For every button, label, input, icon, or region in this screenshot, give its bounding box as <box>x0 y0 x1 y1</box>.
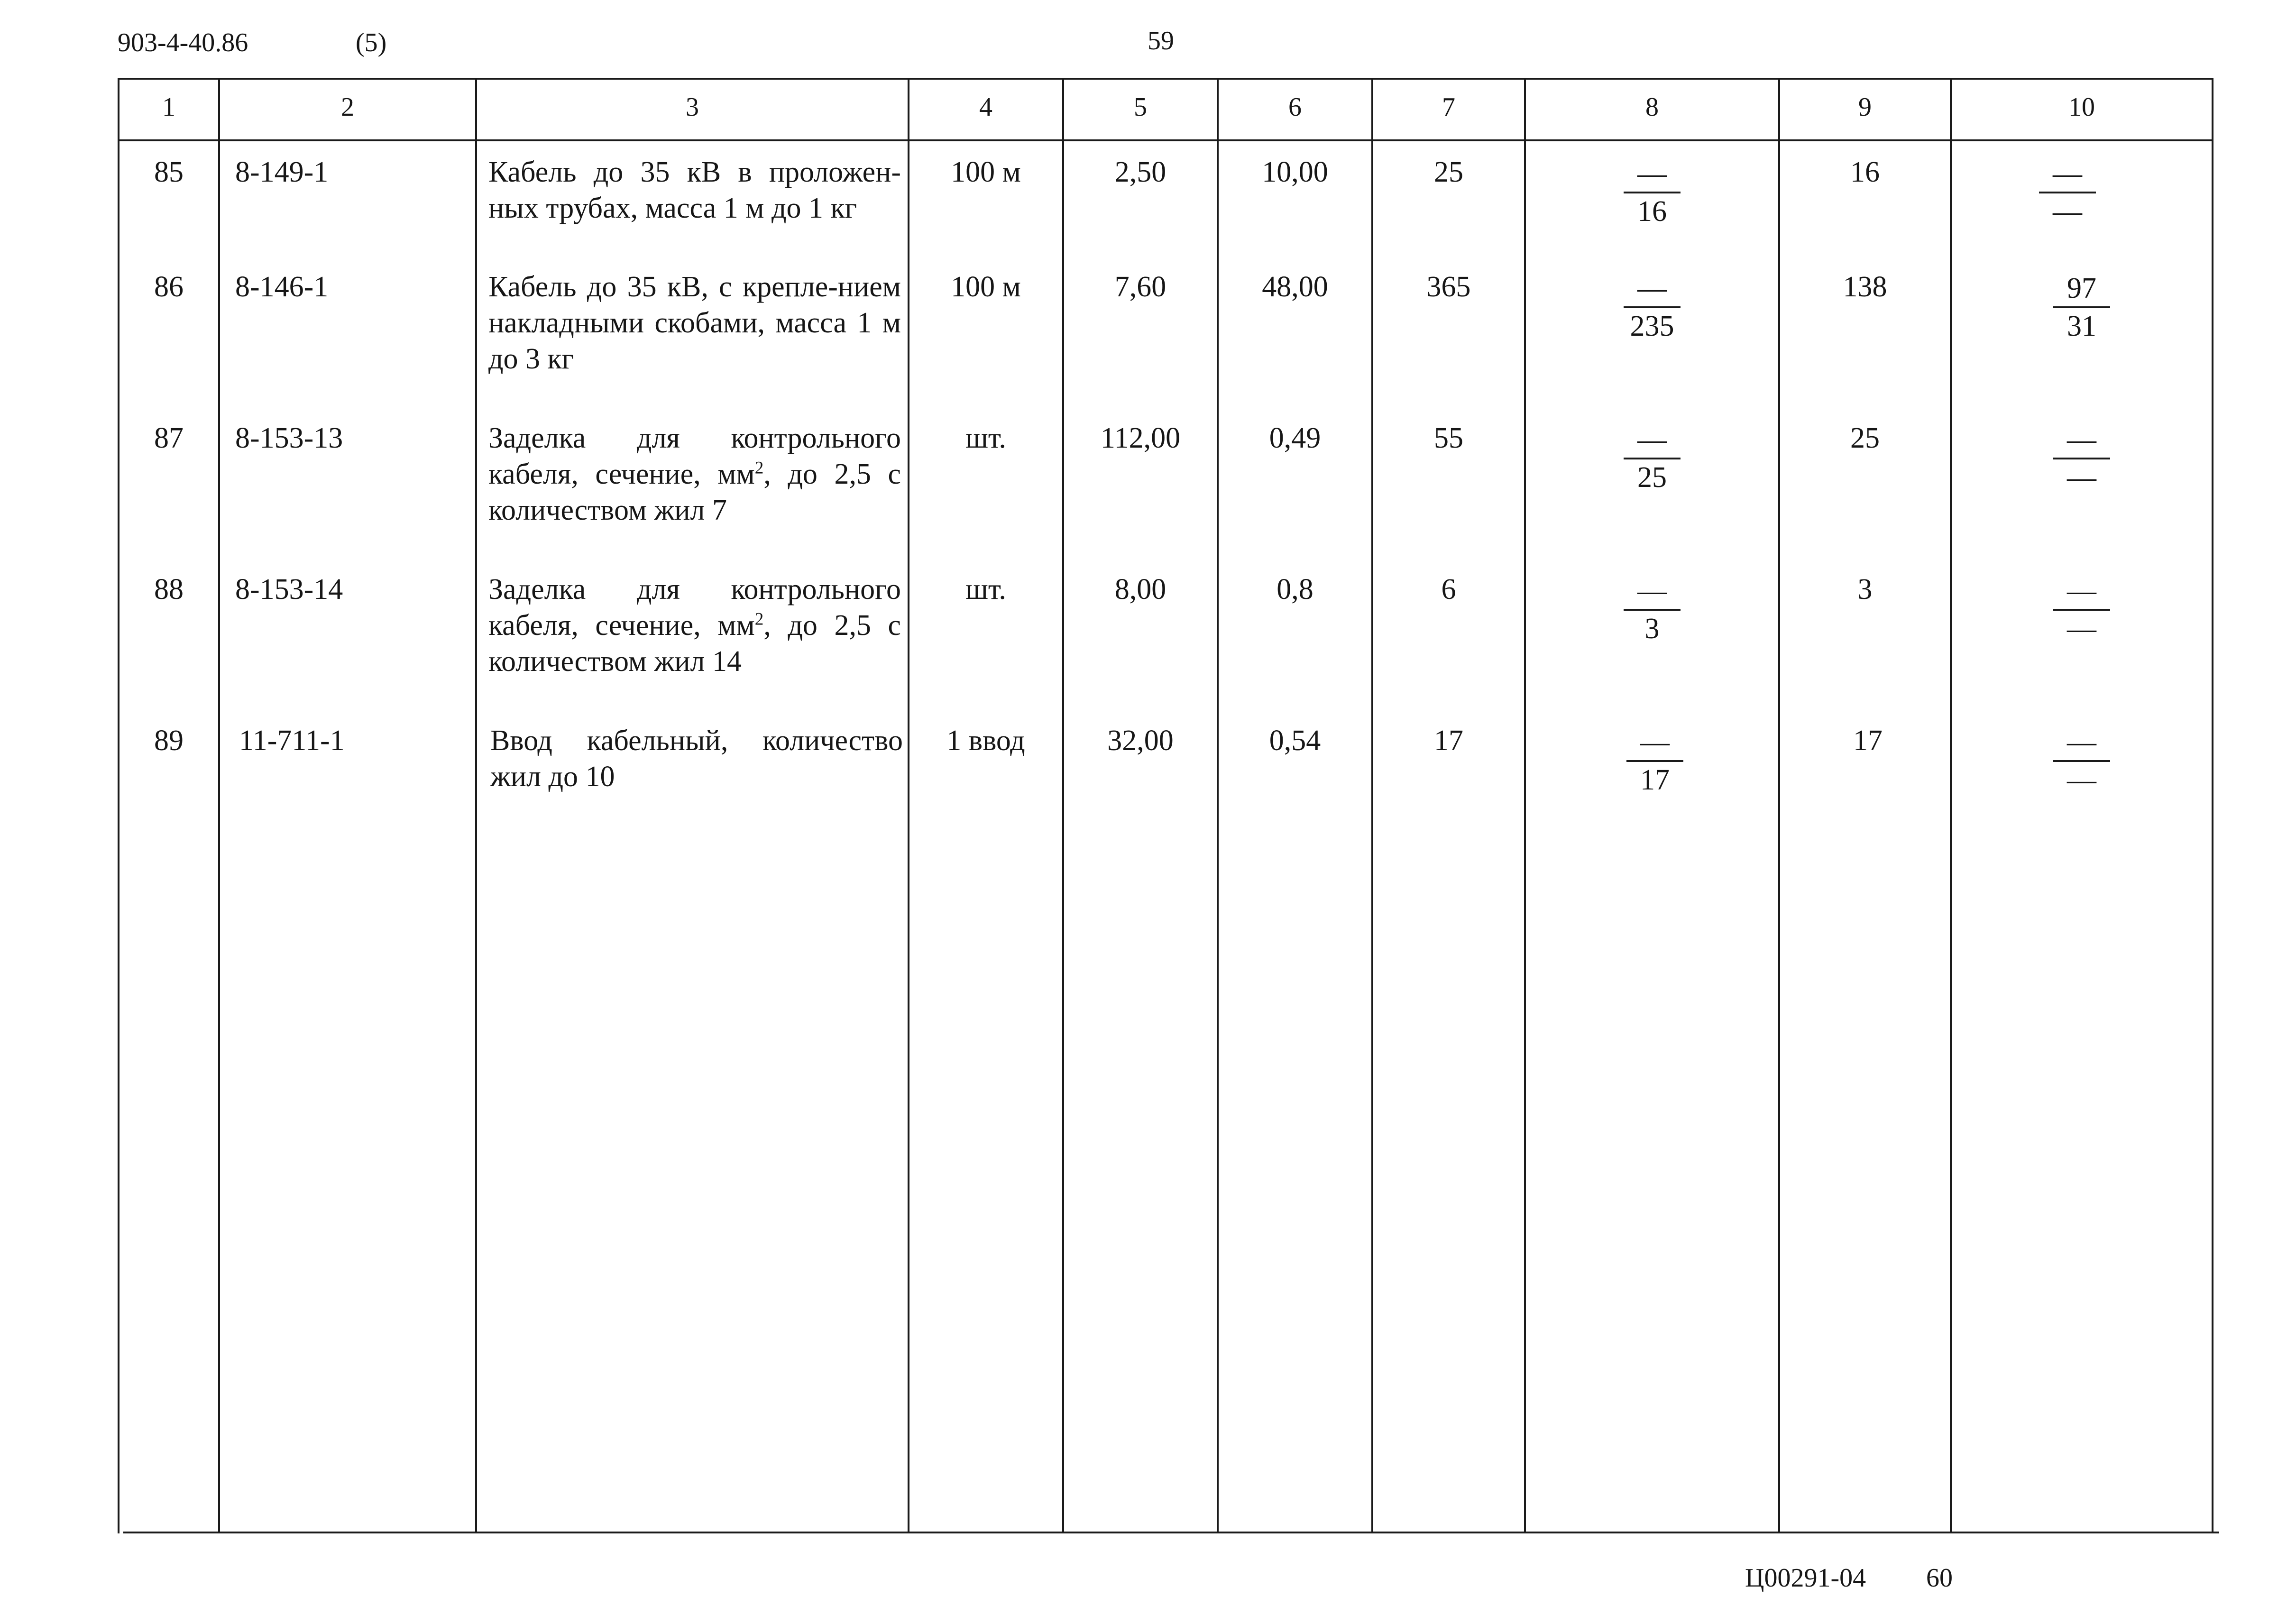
column-header-5: 5 <box>1134 92 1147 122</box>
row-number: 89 <box>154 725 184 757</box>
document-code: 903-4-40.86 <box>118 28 248 57</box>
fraction-bar <box>1624 192 1681 193</box>
work-description: Кабель до 35 кВ в проложен-ных трубах, масса 1 м до 1 кг <box>488 156 901 224</box>
fraction-denominator: — <box>2067 461 2096 494</box>
row-number: 88 <box>154 573 184 606</box>
fraction-col10 <box>2030 574 2134 646</box>
fraction-denominator: — <box>2067 613 2096 645</box>
fraction-denominator: — <box>2067 764 2096 796</box>
norm-code: 8-153-14 <box>235 573 343 606</box>
value-col6: 10,00 <box>1262 156 1328 188</box>
fraction-bar <box>2053 306 2110 308</box>
fraction-col10 <box>2030 725 2134 797</box>
fraction-numerator: — <box>2067 575 2096 607</box>
column-header-3: 3 <box>686 92 699 122</box>
value-col9: 17 <box>1853 725 1883 757</box>
value-col6: 0,49 <box>1269 422 1321 454</box>
fraction-denominator: — <box>2053 195 2082 228</box>
superscript: 2 <box>754 458 764 478</box>
fraction-numerator: — <box>2053 157 2082 190</box>
column-header-2: 2 <box>341 92 354 122</box>
column-header-1: 1 <box>162 92 175 122</box>
fraction-numerator: — <box>1640 726 1670 758</box>
column-header-9: 9 <box>1858 92 1872 122</box>
fraction-numerator: — <box>2067 726 2096 758</box>
value-col6: 0,8 <box>1277 573 1313 606</box>
unit: 100 м <box>951 156 1021 188</box>
fraction-numerator: 97 <box>2067 272 2096 304</box>
fraction-bar <box>1624 609 1681 611</box>
value-col5: 112,00 <box>1100 422 1181 454</box>
fraction-col10 <box>2030 271 2134 343</box>
description-text: Заделка для контрольного кабеля, сечение, мм <box>488 422 901 490</box>
fraction-bar <box>2053 760 2110 762</box>
fraction-denominator: 31 <box>2067 310 2096 342</box>
table-bottom-border <box>123 1532 2219 1533</box>
work-description: Ввод кабельный, количество жил до 10 <box>490 725 903 793</box>
value-col5: 8,00 <box>1114 573 1166 606</box>
fraction-numerator: — <box>1637 272 1667 304</box>
sheet-label: (5) <box>356 28 387 57</box>
value-col9: 16 <box>1850 156 1880 188</box>
fraction-col8 <box>1603 725 1707 797</box>
fraction-col8 <box>1600 422 1704 495</box>
norm-code: 11-711-1 <box>239 725 345 757</box>
fraction-bar <box>1626 760 1683 762</box>
unit: шт. <box>965 422 1006 454</box>
value-col7: 55 <box>1434 422 1463 454</box>
fraction-bar <box>2039 192 2096 193</box>
row-number: 85 <box>154 156 184 188</box>
fraction-denominator: 25 <box>1637 461 1667 494</box>
value-col9: 138 <box>1843 271 1887 303</box>
row-number: 87 <box>154 422 184 454</box>
value-col7: 17 <box>1434 725 1463 757</box>
unit: шт. <box>965 573 1006 606</box>
superscript: 2 <box>754 609 764 629</box>
value-col7: 25 <box>1434 156 1463 188</box>
norm-code: 8-146-1 <box>235 271 329 303</box>
value-col9: 25 <box>1850 422 1880 454</box>
column-divider <box>2212 78 2213 1533</box>
fraction-bar <box>2053 458 2110 459</box>
fraction-numerator: — <box>1637 423 1667 456</box>
column-header-6: 6 <box>1288 92 1302 122</box>
description-text: , до 2,5 с количеством жил 14 <box>488 609 901 678</box>
row-number: 86 <box>154 271 184 303</box>
value-col5: 7,60 <box>1114 271 1166 303</box>
fraction-col10 <box>2015 156 2120 229</box>
page-number: 59 <box>1148 26 1174 55</box>
value-col5: 2,50 <box>1114 156 1166 188</box>
value-col7: 365 <box>1426 271 1471 303</box>
fraction-col8 <box>1600 271 1704 343</box>
footer-document-code: Ц00291-04 <box>1745 1563 1866 1593</box>
fraction-denominator: 17 <box>1640 764 1670 796</box>
unit: 1 ввод <box>946 725 1025 757</box>
fraction-bar <box>1624 458 1681 459</box>
norm-code: 8-149-1 <box>235 156 329 188</box>
unit: 100 м <box>951 271 1021 303</box>
value-col9: 3 <box>1857 573 1873 606</box>
column-divider <box>1950 78 1952 1533</box>
fraction-numerator: — <box>2067 423 2096 456</box>
column-header-4: 4 <box>979 92 992 122</box>
description-text: Заделка для контрольного кабеля, сечение, мм <box>488 573 901 642</box>
fraction-denominator: 3 <box>1644 613 1660 645</box>
fraction-denominator: 235 <box>1630 310 1674 342</box>
fraction-col10 <box>2030 422 2134 495</box>
fraction-bar <box>2053 609 2110 611</box>
table-top-border <box>118 78 2213 80</box>
work-description <box>488 571 901 679</box>
column-divider <box>1524 78 1526 1533</box>
value-col6: 0,54 <box>1269 725 1321 757</box>
column-header-8: 8 <box>1645 92 1659 122</box>
value-col7: 6 <box>1441 573 1456 606</box>
fraction-col8 <box>1600 156 1704 229</box>
value-col6: 48,00 <box>1262 271 1328 303</box>
work-description: Кабель до 35 кВ, с крепле-нием накладными скобами, масса 1 м до 3 кг <box>488 271 901 375</box>
fraction-numerator: — <box>1637 575 1667 607</box>
column-header-7: 7 <box>1442 92 1455 122</box>
norm-code: 8-153-13 <box>235 422 343 454</box>
footer-page-number: 60 <box>1926 1563 1953 1593</box>
header-separator <box>118 139 2213 141</box>
fraction-col8 <box>1600 574 1704 646</box>
description-text: , до 2,5 с количеством жил 7 <box>488 458 901 526</box>
column-divider <box>475 78 477 1533</box>
fraction-bar <box>1624 306 1681 308</box>
column-divider <box>218 78 220 1533</box>
fraction-denominator: 16 <box>1637 195 1667 228</box>
column-header-10: 10 <box>2068 92 2095 122</box>
work-description <box>488 420 901 528</box>
value-col5: 32,00 <box>1107 725 1174 757</box>
fraction-numerator: — <box>1637 157 1667 190</box>
